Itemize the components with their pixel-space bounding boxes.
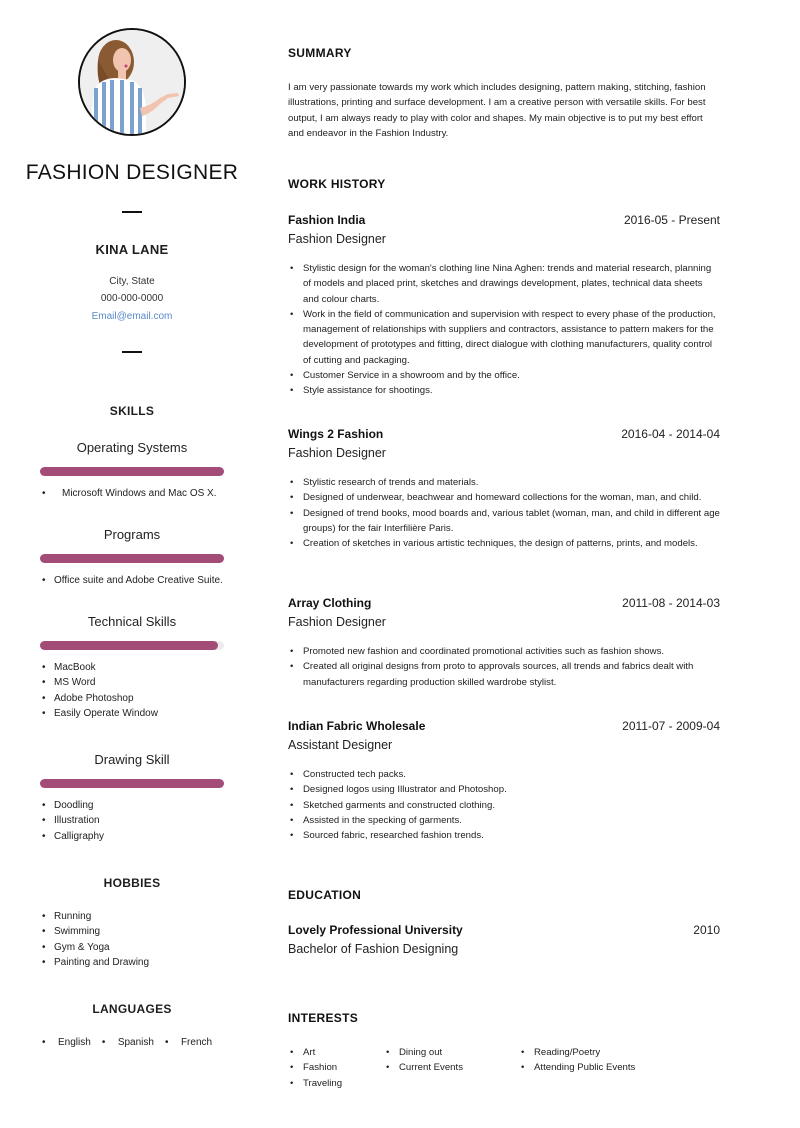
hobby-item: • Running <box>42 909 149 924</box>
location: City, State <box>109 276 155 287</box>
skill-heading: Programs <box>103 527 161 542</box>
employment-dates: 2011-08 - 2014-03 <box>622 596 720 610</box>
email-link[interactable]: Email@email.com <box>91 311 173 322</box>
school-name: Lovely Professional University <box>288 923 463 937</box>
skill-list <box>42 798 104 844</box>
responsibility-item: • Designed logos using Illustrator and Photoshop. <box>288 782 720 797</box>
divider <box>122 211 142 213</box>
responsibility-item: • Assisted in the specking of garments. <box>288 813 720 828</box>
skill-list <box>42 573 223 588</box>
employment-dates: 2016-05 - Present <box>623 213 720 227</box>
responsibility-item: • Constructed tech packs. <box>288 767 720 782</box>
interests-column <box>519 1045 635 1076</box>
work-entry <box>288 213 720 399</box>
degree: Bachelor of Fashion Designing <box>288 942 459 956</box>
employment-dates: 2011-07 - 2009-04 <box>622 719 720 733</box>
responsibility-item: • Sketched garments and constructed clothing. <box>288 798 720 813</box>
sidebar <box>0 0 264 1128</box>
woman-portrait-illustration <box>80 30 184 134</box>
company-name: Array Clothing <box>288 596 372 610</box>
skills-heading: SKILLS <box>109 404 155 418</box>
skill-item: • Doodling <box>42 798 104 813</box>
responsibility-list <box>288 644 720 690</box>
work-entry <box>288 596 720 690</box>
language-item: • Spanish <box>102 1037 154 1048</box>
job-role: Assistant Designer <box>288 738 393 752</box>
language-item: • English <box>42 1037 91 1048</box>
interest-item: • Art <box>288 1045 342 1060</box>
interest-item: • Reading/Poetry <box>519 1045 635 1060</box>
interest-item: • Current Events <box>384 1060 463 1075</box>
divider <box>122 351 142 353</box>
skill-level-bar <box>40 467 224 476</box>
skill-heading: Drawing Skill <box>94 752 170 767</box>
hobby-item: • Gym & Yoga <box>42 940 149 955</box>
profile-photo <box>78 28 186 136</box>
skill-item: • Calligraphy <box>42 829 104 844</box>
skill-item: • MS Word <box>42 675 158 690</box>
skill-item: • MacBook <box>42 660 158 675</box>
education-title: EDUCATION <box>288 888 362 902</box>
skill-level-fill <box>40 554 224 563</box>
company-name: Indian Fabric Wholesale <box>288 719 426 733</box>
skill-level-bar <box>40 779 224 788</box>
responsibility-list <box>288 475 720 551</box>
skill-item: • Easily Operate Window <box>42 706 158 721</box>
skill-level-fill <box>40 779 224 788</box>
job-role: Fashion Designer <box>288 446 386 460</box>
job-title: FASHION DESIGNER <box>25 161 239 184</box>
hobbies-heading: HOBBIES <box>103 876 161 890</box>
hobby-item: • Swimming <box>42 924 149 939</box>
interest-item: • Fashion <box>288 1060 342 1075</box>
skill-heading: Technical Skills <box>87 614 177 629</box>
graduation-year: 2010 <box>693 923 720 937</box>
responsibility-item: • Sourced fabric, researched fashion trends. <box>288 828 720 843</box>
hobby-item: • Painting and Drawing <box>42 955 149 970</box>
skill-heading: Operating Systems <box>76 440 188 455</box>
interest-item: • Attending Public Events <box>519 1060 635 1075</box>
interests-column <box>288 1045 342 1091</box>
skill-list <box>42 486 217 501</box>
main-content <box>288 0 720 1128</box>
responsibility-item: • Designed of trend books, mood boards and, various tablet (woman, man, and child in different age groups) for the fair Interfilière Paris. <box>288 506 720 537</box>
employment-dates: 2016-04 - 2014-04 <box>621 427 720 441</box>
summary-text: I am very passionate towards my work which includes designing, pattern making, stitching, fashion illustrations, printing and surface development. I am a creative person with versatile skills. For best output, I am always ready to play with color and shapes. My main objective is to put my best effort and endeavor in the Fashion Industry. <box>288 82 706 139</box>
responsibility-item: • Stylistic research of trends and materials. <box>288 475 720 490</box>
responsibility-item: • Style assistance for shootings. <box>288 383 720 398</box>
interest-item: • Traveling <box>288 1076 342 1091</box>
responsibility-item: • Created all original designs from proto to approvals sources, all trends and fabrics dealt with manufacturers regarding production skilled wardrobe stylist. <box>288 659 720 690</box>
skill-item: • Microsoft Windows and Mac OS X. <box>42 486 217 501</box>
languages-list <box>42 1037 223 1048</box>
candidate-name: KINA LANE <box>95 242 169 257</box>
languages-heading: LANGUAGES <box>92 1002 172 1016</box>
skill-list <box>42 660 158 721</box>
skill-level-bar <box>40 641 224 650</box>
responsibility-item: • Creation of sketches in various artistic techniques, the design of patterns, prints, and models. <box>288 536 720 551</box>
interests-title: INTERESTS <box>288 1011 359 1025</box>
work-history-title: WORK HISTORY <box>288 177 386 191</box>
job-role: Fashion Designer <box>288 615 386 629</box>
skill-level-fill <box>40 641 218 650</box>
skill-level-bar <box>40 554 224 563</box>
skill-item: • Office suite and Adobe Creative Suite. <box>42 573 223 588</box>
hobbies-list <box>42 909 149 970</box>
job-role: Fashion Designer <box>288 232 386 246</box>
responsibility-item: • Designed of underwear, beachwear and homeward collections for the woman, man, and child. <box>288 490 720 505</box>
interest-item: • Dining out <box>384 1045 463 1060</box>
responsibility-item: • Stylistic design for the woman's clothing line Nina Aghen: trends and material research, planning of models and placed print, sketches and drawings development, plates, technical data sheets and colour charts. <box>288 261 720 307</box>
responsibility-list <box>288 767 720 843</box>
language-item: • French <box>165 1037 212 1048</box>
responsibility-item: • Work in the field of communication and supervision with respect to every phase of the production, management of relationships with suppliers and contractors, assistance to pattern makers for the development of prototypes and fitting, direct dialogue with clothing manufacturers, quality control of cutting and packaging. <box>288 307 720 368</box>
company-name: Fashion India <box>288 213 366 227</box>
work-entry <box>288 427 720 551</box>
skill-item: • Adobe Photoshop <box>42 691 158 706</box>
summary-title: SUMMARY <box>288 46 352 60</box>
education-entry <box>288 923 720 956</box>
interests-column <box>384 1045 463 1076</box>
responsibility-item: • Customer Service in a showroom and by the office. <box>288 368 720 383</box>
responsibility-list <box>288 261 720 399</box>
skill-item: • Illustration <box>42 813 104 828</box>
responsibility-item: • Promoted new fashion and coordinated promotional activities such as fashion shows. <box>288 644 720 659</box>
work-entry <box>288 719 720 843</box>
company-name: Wings 2 Fashion <box>288 427 384 441</box>
phone: 000-000-0000 <box>100 293 164 304</box>
skill-level-fill <box>40 467 224 476</box>
